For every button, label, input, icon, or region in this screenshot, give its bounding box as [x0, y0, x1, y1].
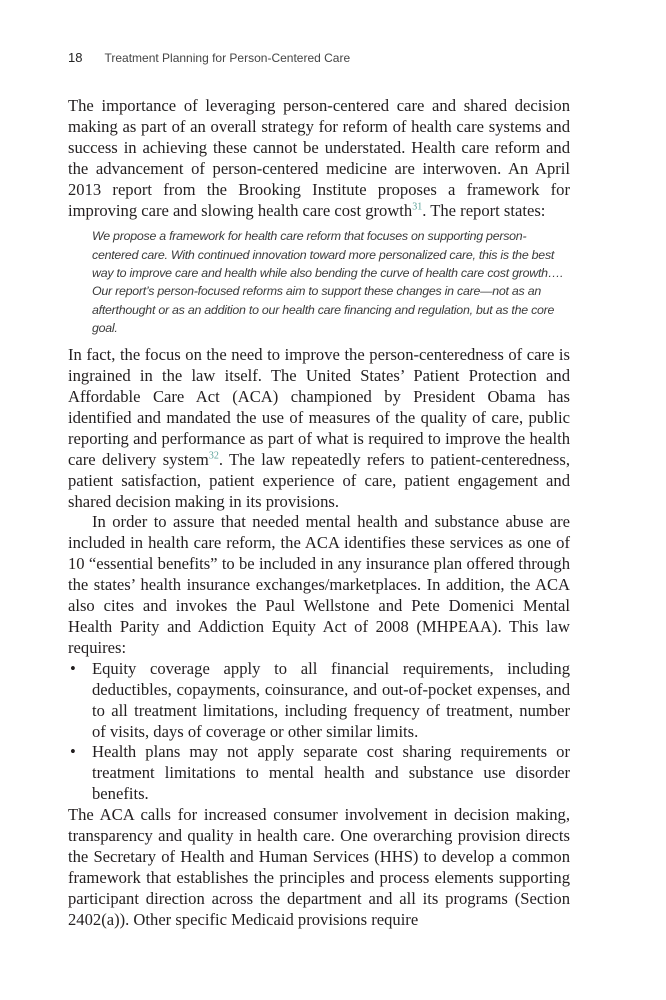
paragraph-aca-text: In fact, the focus on the need to improve the person-centeredness of care is ingrained in the law itself. The United States’ Patient Protection and Affordable Care Act (ACA) championed by President Obama has identified and mandated the use of measures of the quality of care, public reporting and performance as part of what is required to improve the health care delivery system	[68, 345, 570, 469]
paragraph-intro	[68, 96, 570, 221]
page-body	[68, 96, 570, 931]
paragraph-mental-health: In order to assure that needed mental health and substance abuse are included in health care reform, the ACA identifies these services as one of 10 “essential benefits” to be included in any insurance plan offered through the states’ health insurance exchanges/marketplaces. In addition, the ACA also cites and invokes the Paul Wellstone and Pete Domenici Mental Health Parity and Addiction Equity Act of 2008 (MHPEAA). This law requires:	[68, 512, 570, 657]
paragraph-aca	[68, 345, 570, 512]
page-number: 18	[68, 50, 83, 65]
list-item-text: Equity coverage apply to all financial requirements, including deductibles, copayments, coinsurance, and out-of-pocket expenses, and to all treatment limitations, including frequency of treatment, number of visits, days of coverage or other similar limits.	[92, 658, 570, 741]
paragraph-consumer-involvement: The ACA calls for increased consumer involvement in decision making, transparency and quality in health care. One overarching provision directs the Secretary of Health and Human Services (HHS) to develop a common framework that establishes the principles and process elements supporting participant direction across the department and all its programs (Section 2402(a)). Other specific Medicaid provisions require	[68, 805, 570, 929]
running-title: Treatment Planning for Person-Centered Care	[104, 51, 351, 65]
bullet-icon: •	[70, 742, 76, 762]
paragraph-aca-tail: . The law repeatedly refers to patient-centeredness, patient satisfaction, patient experience of care, patient engagement and shared decision making in its provisions.	[68, 449, 570, 511]
citation-31-link[interactable]: 31	[412, 201, 423, 212]
paragraph-intro-text: The importance of leveraging person-centered care and shared decision making as part of an overall strategy for reform of health care systems and success in achieving these cannot be understated. Health care reform and the advancement of person-centered medicine are interwoven. An April 2013 report from the Brooking Institute proposes a framework for improving care and slowing health care cost growth	[68, 96, 570, 220]
paragraph-intro-tail: . The report states:	[422, 200, 546, 220]
list-item	[68, 659, 570, 743]
requirements-list	[68, 659, 570, 805]
block-quote: We propose a framework for health care reform that focuses on supporting person-centered care. With continued innovation toward more personalized care, this is the best way to improve care and health while also bending the curve of health care cost growth…. Our report’s person-focused reforms aim to support these changes in care—not as an afterthought or as an addition to our health care financing and regulation, but as the core goal.	[92, 229, 564, 335]
list-item-text: Health plans may not apply separate cost sharing requirements or treatment limitations to mental health and substance use disorder benefits.	[92, 742, 570, 804]
list-item	[68, 742, 570, 805]
citation-32-link[interactable]: 32	[208, 450, 219, 462]
running-header	[68, 50, 350, 65]
bullet-icon: •	[70, 658, 76, 678]
